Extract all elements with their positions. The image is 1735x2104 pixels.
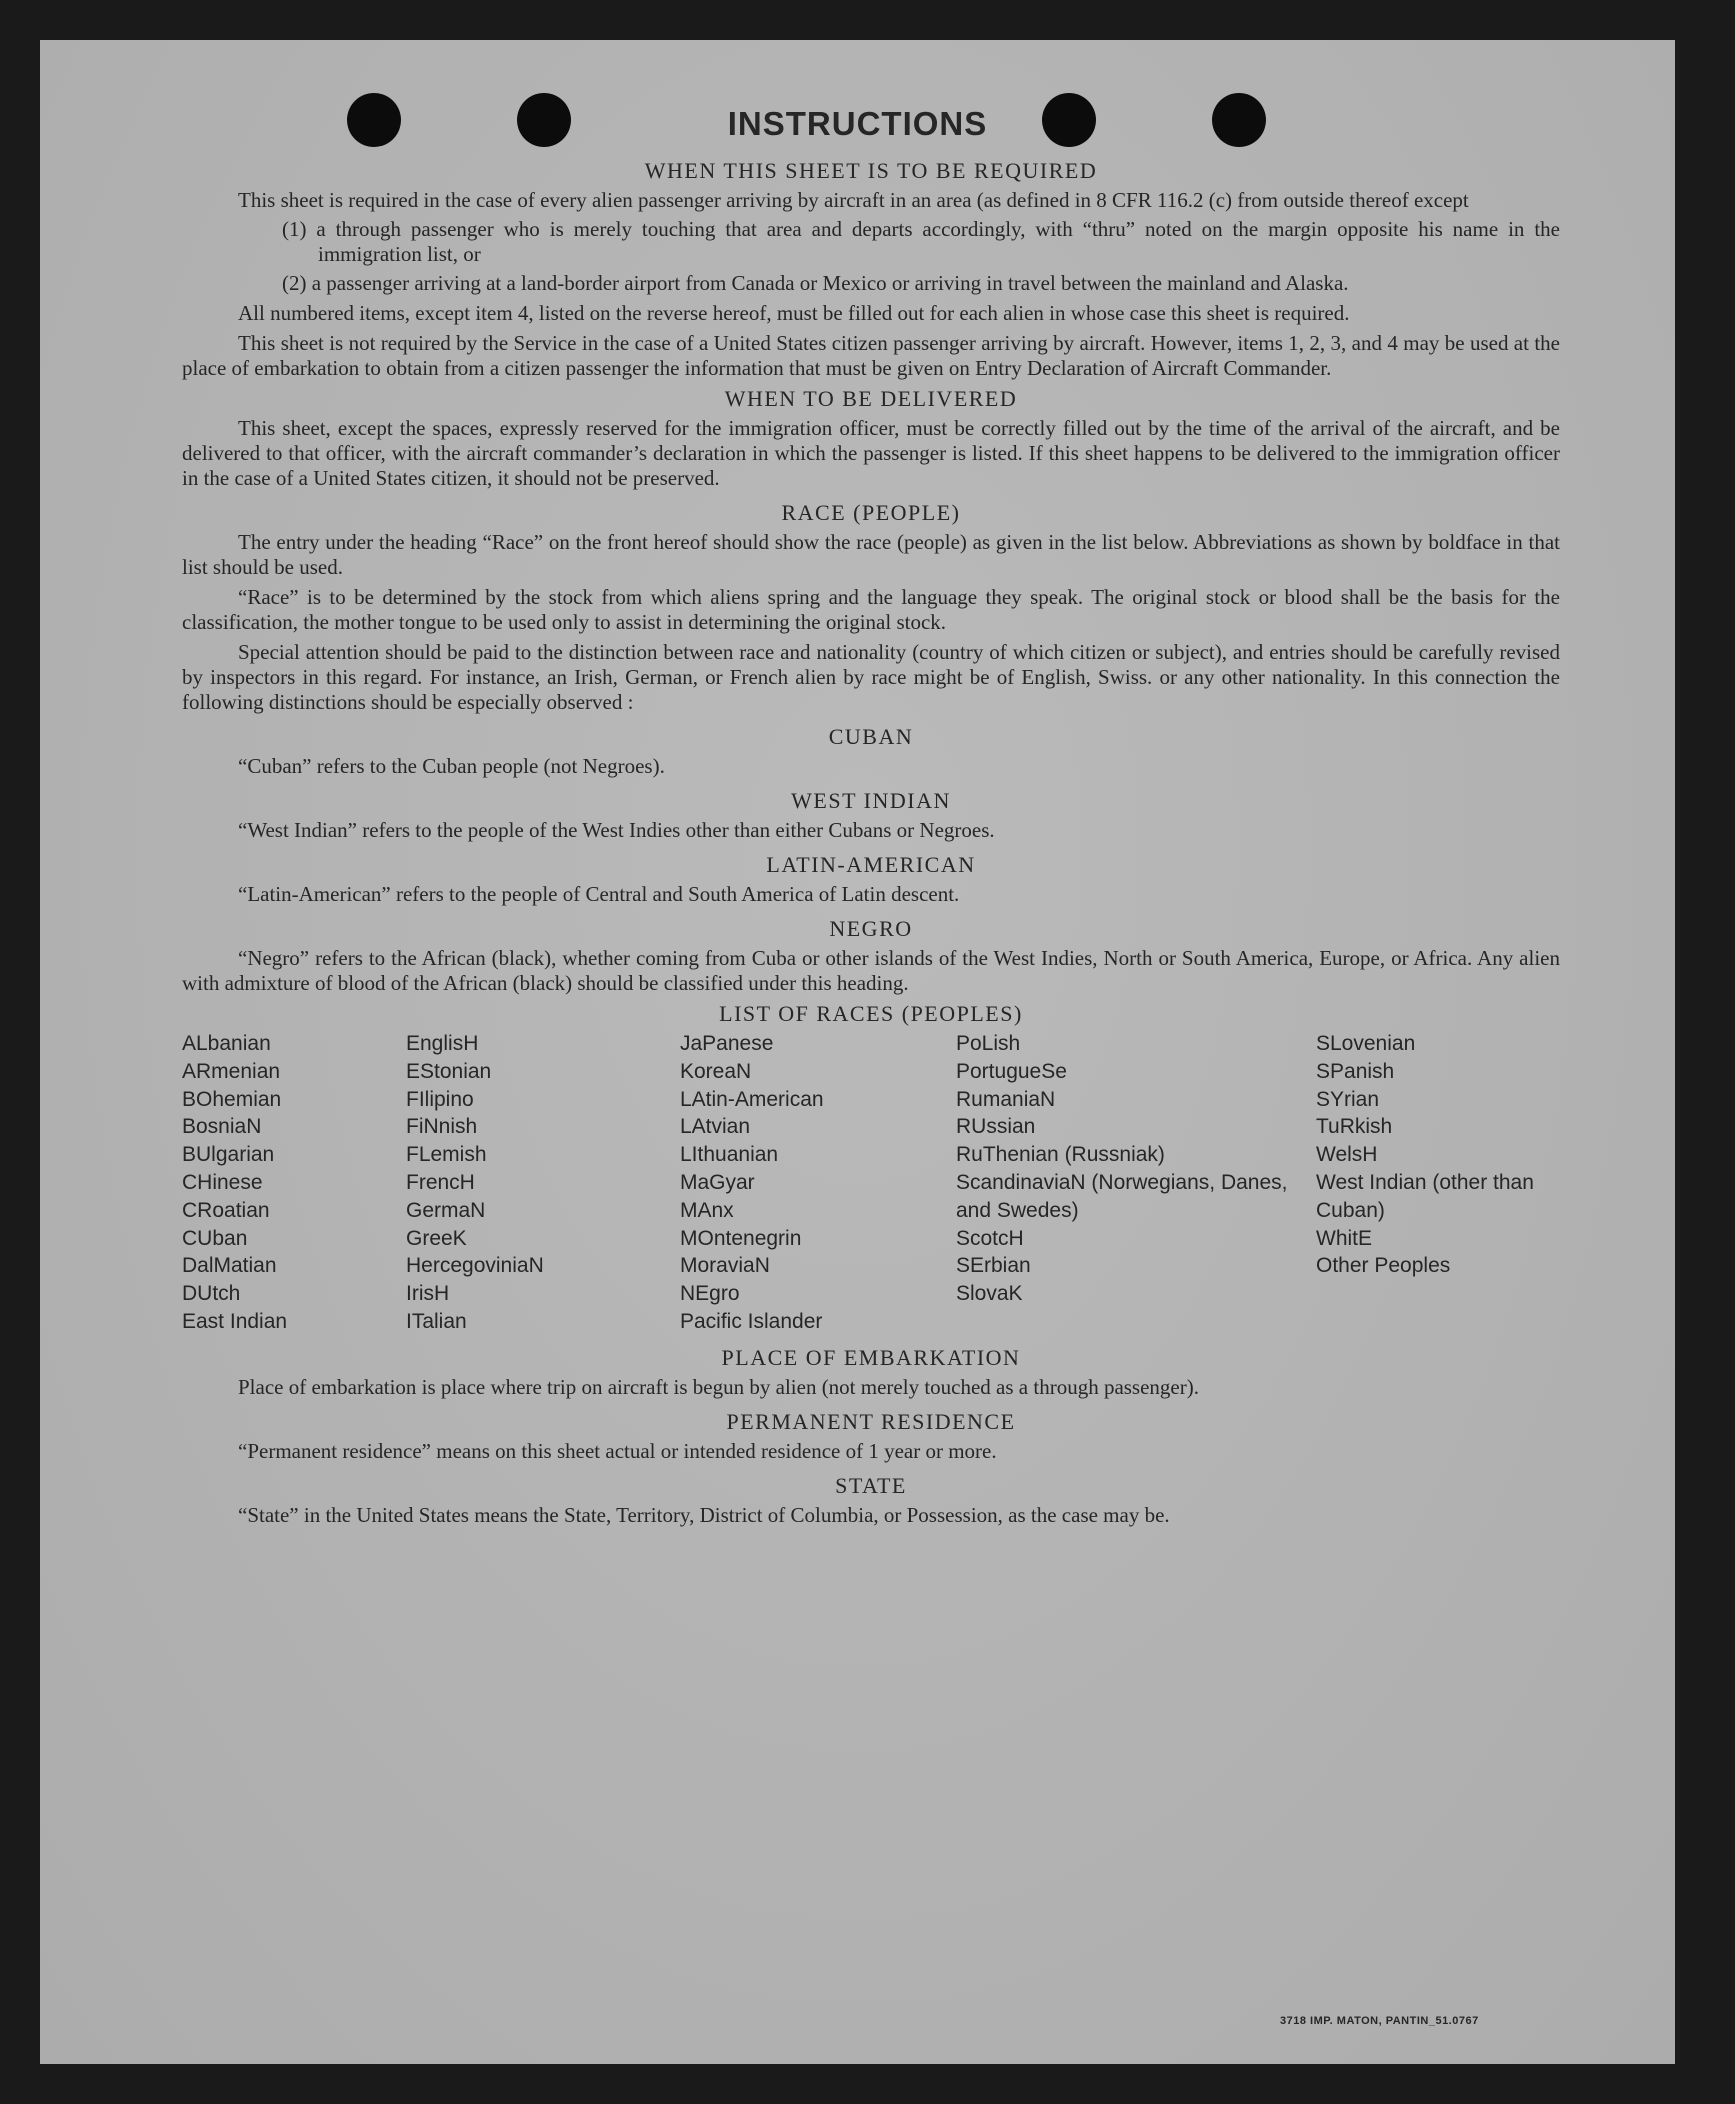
race-list-item: PoLish xyxy=(956,1032,1021,1055)
race-list-item: ALbanian xyxy=(182,1032,271,1055)
race-list-item: EnglisH xyxy=(406,1032,479,1055)
races-column-2 xyxy=(406,1030,680,1336)
heading-residence: PERMANENT RESIDENCE xyxy=(726,1408,1016,1434)
heading-cuban: CUBAN xyxy=(828,724,914,749)
race-list-item: IrisH xyxy=(406,1282,450,1306)
race-list-item: BOhemian xyxy=(182,1087,282,1111)
race-list-item: JaPanese xyxy=(680,1032,774,1055)
race-list-item: East Indian xyxy=(182,1309,288,1333)
race-list-item: SYrian xyxy=(1316,1087,1380,1111)
paragraph: Place of embarkation is place where trip on aircraft is begun by alien (not merely touched as a through passenger). xyxy=(238,1374,1199,1399)
heading-negro: NEGRO xyxy=(829,916,913,941)
paragraph: All numbered items, except item 4, listed on the reverse hereof, must be filled out for each alien in whose case this sheet is required. xyxy=(238,301,1350,325)
race-list-item: DalMatian xyxy=(182,1254,277,1278)
race-list-item: ScandinaviaN (Norwegians, Danes, and Swedes) xyxy=(956,1170,1288,1222)
heading-list-of-races: LIST OF RACES (PEOPLES) xyxy=(719,1001,1023,1026)
race-list-item: West Indian (other than Cuban) xyxy=(1316,1170,1534,1222)
race-list-item: ScotcH xyxy=(956,1226,1024,1250)
heading-west-indian: WEST INDIAN xyxy=(791,788,951,813)
race-list-item: SLovenian xyxy=(1316,1032,1416,1055)
races-column-3 xyxy=(680,1030,956,1336)
race-list-item: MAnx xyxy=(680,1198,734,1222)
race-list-item: ARmenian xyxy=(182,1059,281,1083)
race-list-item: ITalian xyxy=(406,1309,467,1333)
paragraph: “Permanent residence” means on this sheet actual or intended residence of 1 year or more. xyxy=(238,1438,997,1463)
heading-latin-american: LATIN-AMERICAN xyxy=(766,852,976,877)
printer-imprint: 3718 IMP. MATON, PANTIN_51.0767 xyxy=(1280,2015,1479,2027)
race-list-item: WhitE xyxy=(1316,1226,1373,1250)
race-list-item: CRoatian xyxy=(182,1198,270,1222)
paragraph: This sheet is not required by the Service in the case of a United States citizen passenger arriving by aircraft. However, items 1, 2, 3, and 4 may be used at the place of embarkation to obtain from a citizen passenger the information that must be given on Entry Declaration of Aircraft Commander. xyxy=(182,331,1560,380)
race-list-item: BUlgarian xyxy=(182,1143,275,1167)
race-list-item: DUtch xyxy=(182,1282,241,1306)
race-list-item: FLemish xyxy=(406,1143,487,1167)
heading-race: RACE (PEOPLE) xyxy=(781,500,961,525)
race-list-item: TuRkish xyxy=(1316,1115,1393,1139)
race-list-item: KoreaN xyxy=(680,1059,752,1083)
race-list-item: EStonian xyxy=(406,1059,492,1083)
race-list-item: GermaN xyxy=(406,1198,486,1222)
exception-item-1: (1) a through passenger who is merely touching that area and departs accordingly, with “thru” noted on the margin opposite his name in the immigration list, or xyxy=(282,217,1560,266)
instructions-body xyxy=(182,158,1560,1528)
race-list-item: PortugueSe xyxy=(956,1059,1067,1083)
paragraph: “Race” is to be determined by the stock from which aliens spring and the language they speak. The original stock or blood shall be the basis for the classification, the mother tongue to be used only to assist in determining the original stock. xyxy=(182,585,1560,634)
paragraph: “West Indian” refers to the people of the West Indies other than either Cubans or Negroes. xyxy=(238,818,995,842)
race-list-item: GreeK xyxy=(406,1226,467,1250)
race-list-item: LIthuanian xyxy=(680,1143,779,1167)
race-list-item: RuThenian (Russniak) xyxy=(956,1143,1165,1167)
paragraph: “Negro” refers to the African (black), whether coming from Cuba or other islands of the West Indies, North or South America, Europe, or Africa. Any alien with admixture of blood of the African (black) should be classified under this heading. xyxy=(182,946,1560,995)
heading-state: STATE xyxy=(835,1472,907,1498)
heading-embarkation: PLACE OF EMBARKATION xyxy=(721,1344,1021,1370)
race-list-item: FrencH xyxy=(406,1170,475,1194)
paragraph: This sheet is required in the case of every alien passenger arriving by aircraft in an area (as defined in 8 CFR 116.2 (c) from outside thereof except xyxy=(238,188,1469,212)
paragraph: The entry under the heading “Race” on the front hereof should show the race (people) as given in the list below. Abbreviations as shown by boldface in that list should be used. xyxy=(182,530,1560,579)
heading-required: WHEN THIS SHEET IS TO BE REQUIRED xyxy=(644,158,1098,183)
race-list-item: BosniaN xyxy=(182,1115,262,1139)
paragraph: “Latin-American” refers to the people of Central and South America of Latin descent. xyxy=(238,882,960,906)
race-list-item: Pacific Islander xyxy=(680,1309,823,1333)
race-list-item: CHinese xyxy=(182,1170,263,1194)
race-list-item: FiNnish xyxy=(406,1115,478,1139)
exception-item-2: (2) a passenger arriving at a land-border airport from Canada or Mexico or arriving in travel between the mainland and Alaska. xyxy=(282,271,1349,295)
race-list-item: NEgro xyxy=(680,1282,740,1306)
page-title: INSTRUCTIONS xyxy=(727,105,988,142)
race-list-item: RUssian xyxy=(956,1115,1036,1139)
paragraph: Special attention should be paid to the distinction between race and nationality (country of which citizen or subject), and entries should be carefully revised by inspectors in this regard. For instance, an Irish, German, or French alien by race might be of English, Swiss. or any other nationality. In this connection the following distinctions should be especially observed : xyxy=(182,640,1560,714)
race-list-item: WelsH xyxy=(1316,1143,1378,1167)
race-list-item: SlovaK xyxy=(956,1282,1023,1306)
race-list-item: MoraviaN xyxy=(680,1254,770,1278)
paragraph: “Cuban” refers to the Cuban people (not Negroes). xyxy=(238,754,665,778)
race-list-item: MOntenegrin xyxy=(680,1226,802,1250)
race-list-item: SPanish xyxy=(1316,1059,1395,1083)
paragraph: This sheet, except the spaces, expressly reserved for the immigration officer, must be correctly filled out by the time of the arrival of the aircraft, and be delivered to that officer, with the aircraft commander’s declaration in which the passenger is listed. If this sheet happens to be delivered to the immigration officer in the case of a United States citizen, it should not be preserved. xyxy=(182,416,1560,490)
race-list-item: FIlipino xyxy=(406,1087,474,1111)
race-list-item: RumaniaN xyxy=(956,1087,1056,1111)
races-column-4 xyxy=(956,1030,1316,1336)
races-column-1 xyxy=(182,1030,406,1336)
race-list-item: Other Peoples xyxy=(1316,1254,1451,1278)
document-sheet xyxy=(40,40,1675,2064)
races-list xyxy=(182,1030,1560,1336)
race-list-item: MaGyar xyxy=(680,1170,755,1194)
races-column-5 xyxy=(1316,1030,1560,1336)
paragraph: “State” in the United States means the State, Territory, District of Columbia, or Possession, as the case may be. xyxy=(238,1502,1170,1527)
race-list-item: SErbian xyxy=(956,1254,1031,1278)
race-list-item: LAtin-American xyxy=(680,1087,824,1111)
race-list-item: CUban xyxy=(182,1226,248,1250)
race-list-item: HercegoviniaN xyxy=(406,1254,544,1278)
heading-delivered: WHEN TO BE DELIVERED xyxy=(724,386,1018,411)
race-list-item: LAtvian xyxy=(680,1115,751,1139)
